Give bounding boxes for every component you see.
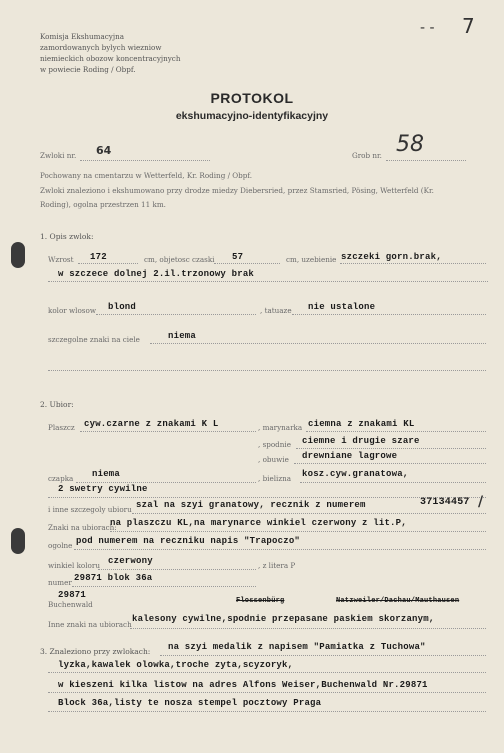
document-title: PROTOKOL: [210, 90, 294, 106]
uzebienie-value: szczeki gorn.brak,: [341, 252, 442, 262]
s3-line-4: [48, 711, 486, 712]
section-3-heading: 3. Znaleziono przy zwlokach:: [40, 647, 151, 656]
tatuaze-value: nie ustalone: [308, 302, 376, 312]
tatuaze-label: , tatuaze: [260, 306, 292, 315]
znaki-label: szczegolne znaki na ciele: [48, 335, 140, 344]
znaki-value: niema: [168, 331, 197, 341]
winkiel-label: winkiel koloru: [48, 561, 100, 570]
plaszcz-line: [80, 431, 256, 432]
ogolne-value: pod numerem na reczniku napis "Trapoczo": [76, 536, 301, 546]
wzrost-label: Wzrost: [48, 255, 74, 264]
obuwie-label: , obuwie: [258, 455, 289, 464]
znaki-line: [150, 343, 486, 344]
swetry-value: 2 swetry cywilne: [58, 484, 148, 494]
org-line-4: w powiecie Roding / Obpf.: [40, 65, 136, 74]
numer-label: numer: [48, 578, 72, 587]
blank-line-1: [48, 370, 486, 371]
wzrost-value: 172: [90, 252, 107, 262]
kolor-line: [96, 314, 256, 315]
czapka-line: [76, 482, 256, 483]
marynarka-line: [306, 431, 486, 432]
czapka-value: niema: [92, 469, 121, 479]
flossenburg-struck: Flossenbürg: [236, 597, 285, 605]
buchenwald-number: 29871: [58, 590, 87, 600]
inne-znaki-line: [130, 628, 486, 629]
s3-value-2: lyzka,kawalek olowka,troche zyta,scyzoryk,: [58, 660, 294, 670]
section-2-heading: 2. Ubior:: [40, 400, 74, 409]
zwloki-label: Zwloki nr.: [40, 151, 77, 160]
winkiel-line: [98, 569, 256, 570]
czaska-value: 57: [232, 252, 244, 262]
zwloki-line: [80, 160, 210, 161]
org-line-3: niemieckich obozow koncentracyjnych: [40, 54, 181, 63]
s3-line-3: [48, 692, 486, 693]
grob-label: Grob nr.: [352, 151, 382, 160]
other-camps-struck: Natzweiler/Dachau/Mauthausen: [336, 597, 460, 605]
inne-line: [132, 513, 486, 514]
s3-line-1: [160, 655, 486, 656]
grob-line: [386, 160, 466, 161]
znakina-label: Znaki na ubiorach:: [48, 523, 117, 532]
wzrost-line: [78, 263, 138, 264]
inne-znaki-label: Inne znaki na ubiorach: [48, 620, 132, 629]
plaszcz-label: Plaszcz: [48, 423, 75, 432]
s3-line-2: [48, 672, 486, 673]
inne-znaki-value: kalesony cywilne,spodnie przepasane paskiem skorzanym,: [132, 614, 435, 624]
s3-value-4: Block 36a,listy te nosza stempel pocztowy Praga: [58, 698, 322, 708]
inne-label: i inne szczegoly ubioru: [48, 505, 132, 514]
numer-value: 29871 blok 36a: [74, 573, 153, 583]
grob-value: 58: [396, 132, 424, 157]
obuwie-line: [294, 463, 486, 464]
obuwie-value: drewniane lagrowe: [302, 451, 398, 461]
winkiel-value: czerwony: [108, 556, 153, 566]
commission-header: [40, 31, 180, 75]
czaska-line: [214, 263, 280, 264]
org-line-1: Komisja Ekshumacyjna: [40, 32, 124, 41]
s3-value-3: w kieszeni kilka listow na adres Alfons Weiser,Buchenwald Nr.29871: [58, 680, 428, 690]
section-1-heading: 1. Opis zwlok:: [40, 232, 94, 241]
spodnie-label: , spodnie: [258, 440, 291, 449]
ogolne-label: ogolne: [48, 541, 73, 550]
bielizna-value: kosz.cyw.granatowa,: [302, 469, 409, 479]
tatuaze-line: [292, 314, 486, 315]
spodnie-line: [296, 448, 486, 449]
kolor-value: blond: [108, 302, 137, 312]
document-subtitle: ekshumacyjno-identyfikacyjny: [175, 110, 329, 122]
spodnie-value: ciemne i drugie szare: [302, 436, 420, 446]
litera-label: , z litera P: [258, 561, 296, 570]
czapka-label: czapka: [48, 474, 74, 483]
znakina-line: [110, 531, 486, 532]
ogolne-line: [74, 549, 486, 550]
czaska-label: cm, objetosc czaski: [144, 255, 215, 264]
slash-mark: /: [478, 494, 484, 510]
kolor-label: kolor wlosow: [48, 306, 96, 315]
binder-hole-bottom: [11, 528, 25, 554]
inne-value: szal na szyi granatowy, recznik z numerem: [136, 500, 366, 510]
uzebienie-label: cm, uzebienie: [286, 255, 337, 264]
s3-value-1: na szyi medalik z napisem "Pamiatka z Tuchowa": [168, 642, 426, 652]
uzebienie-cont-line: [48, 281, 488, 282]
marynarka-label: , marynarka: [258, 423, 303, 432]
page-number: 7: [462, 14, 475, 38]
buchenwald-label: Buchenwald: [48, 600, 93, 609]
znakina-value: na plaszczu KL,na marynarce winkiel czerwony z lit.P,: [110, 518, 407, 528]
marynarka-value: ciemna z znakami KL: [308, 419, 415, 429]
inne-number: 37134457: [420, 497, 470, 508]
org-line-2: zamordowanych bylych wiezniow: [40, 43, 162, 52]
uzebienie-line: [340, 263, 486, 264]
binder-hole-top: [11, 242, 25, 268]
intro-line-1: Pochowany na cmentarzu w Wetterfeld, Kr. Roding / Obpf.: [40, 171, 253, 180]
bielizna-line: [300, 482, 486, 483]
intro-line-2: Zwloki znaleziono i ekshumowano przy drodze miedzy Diebersried, przez Stamsried, Pösing, Wetterfeld (Kr.: [40, 186, 434, 195]
dash-mark: - -: [420, 20, 435, 36]
numer-line: [72, 586, 256, 587]
zwloki-value: 64: [96, 144, 112, 157]
uzebienie-cont-value: w szczece dolnej 2.il.trzonowy brak: [58, 269, 255, 279]
intro-line-3: Roding), ogolna przestrzen 11 km.: [40, 200, 166, 209]
plaszcz-value: cyw.czarne z znakami K L: [84, 419, 219, 429]
bielizna-label: , bielizna: [258, 474, 292, 483]
